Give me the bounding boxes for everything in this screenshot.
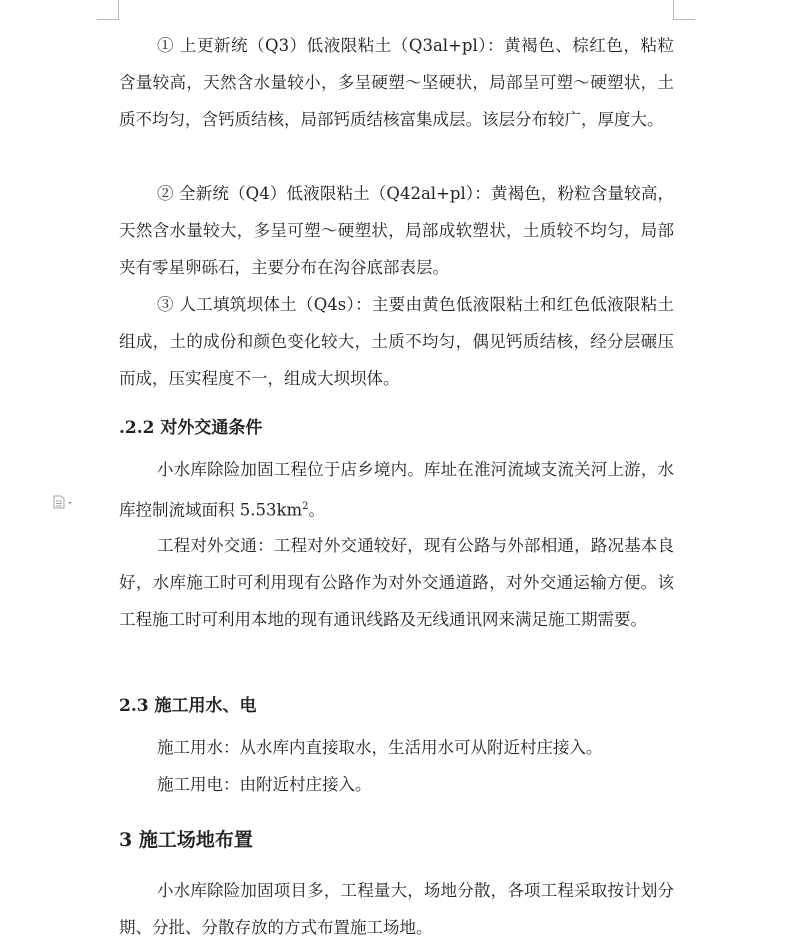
soil-layer-paragraph: ③ 人工填筑坝体土（Q4s）：主要由黄色低液限粘土和红色低液限粘土组成，土的成份和颜色变化较大，土质不均匀，偶见钙质结核，经分层碾压而成，压实程度不一，组成大坝坝体。 [119, 295, 674, 388]
chapter-heading: 3 施工场地布置 [119, 829, 253, 851]
site-layout-paragraph: 小水库除险加固项目多，工程量大，场地分散，各项工程采取按计划分期、分批、分散存放的方式布置施工场地。 [119, 881, 674, 937]
location-paragraph [119, 451, 674, 529]
page-corner-mark-right [673, 19, 695, 20]
paragraph-layout-icon[interactable] [53, 495, 75, 509]
location-text-end: 。 [308, 500, 326, 520]
page-corner-mark-left [97, 19, 119, 20]
transport-paragraph: 工程对外交通：工程对外交通较好，现有公路与外部相通，路况基本良好，水库施工时可利用现有公路作为对外交通道路，对外交通运输方便。该工程施工时可利用本地的现有通讯线路及无线通讯网来满足施工期需要。 [119, 536, 674, 629]
soil-layer-paragraph: ① 上更新统（Q3）低液限粘土（Q3al+pl）：黄褐色、棕红色，粘粒含量较高，天然含水量较小，多呈硬塑～坚硬状，局部呈可塑～硬塑状，土质不均匀，含钙质结核，局部钙质结核富集成层。该层分布较广，厚度大。 [119, 36, 674, 129]
power-supply-paragraph: 施工用电：由附近村庄接入。 [157, 775, 372, 794]
unit-superscript: 2 [302, 501, 309, 512]
location-text: 小水库除险加固工程位于店乡境内。库址在淮河流域支流关河上游，水库控制流域面积 5.53km [119, 460, 674, 520]
section-heading: 2.3 施工用水、电 [119, 696, 257, 716]
page-corner-mark-right [673, 0, 674, 20]
soil-layer-paragraph: ② 全新统（Q4）低液限粘土（Q42al+pl）：黄褐色，粉粒含量较高，天然含水量较大，多呈可塑～硬塑状，局部成软塑状，土质较不均匀，局部夹有零星卵砾石，主要分布在沟谷底部表层。 [119, 184, 674, 277]
section-heading: .2.2 对外交通条件 [119, 418, 263, 438]
water-supply-paragraph: 施工用水：从水库内直接取水，生活用水可从附近村庄接入。 [157, 738, 603, 757]
page-corner-mark-left [118, 0, 119, 20]
